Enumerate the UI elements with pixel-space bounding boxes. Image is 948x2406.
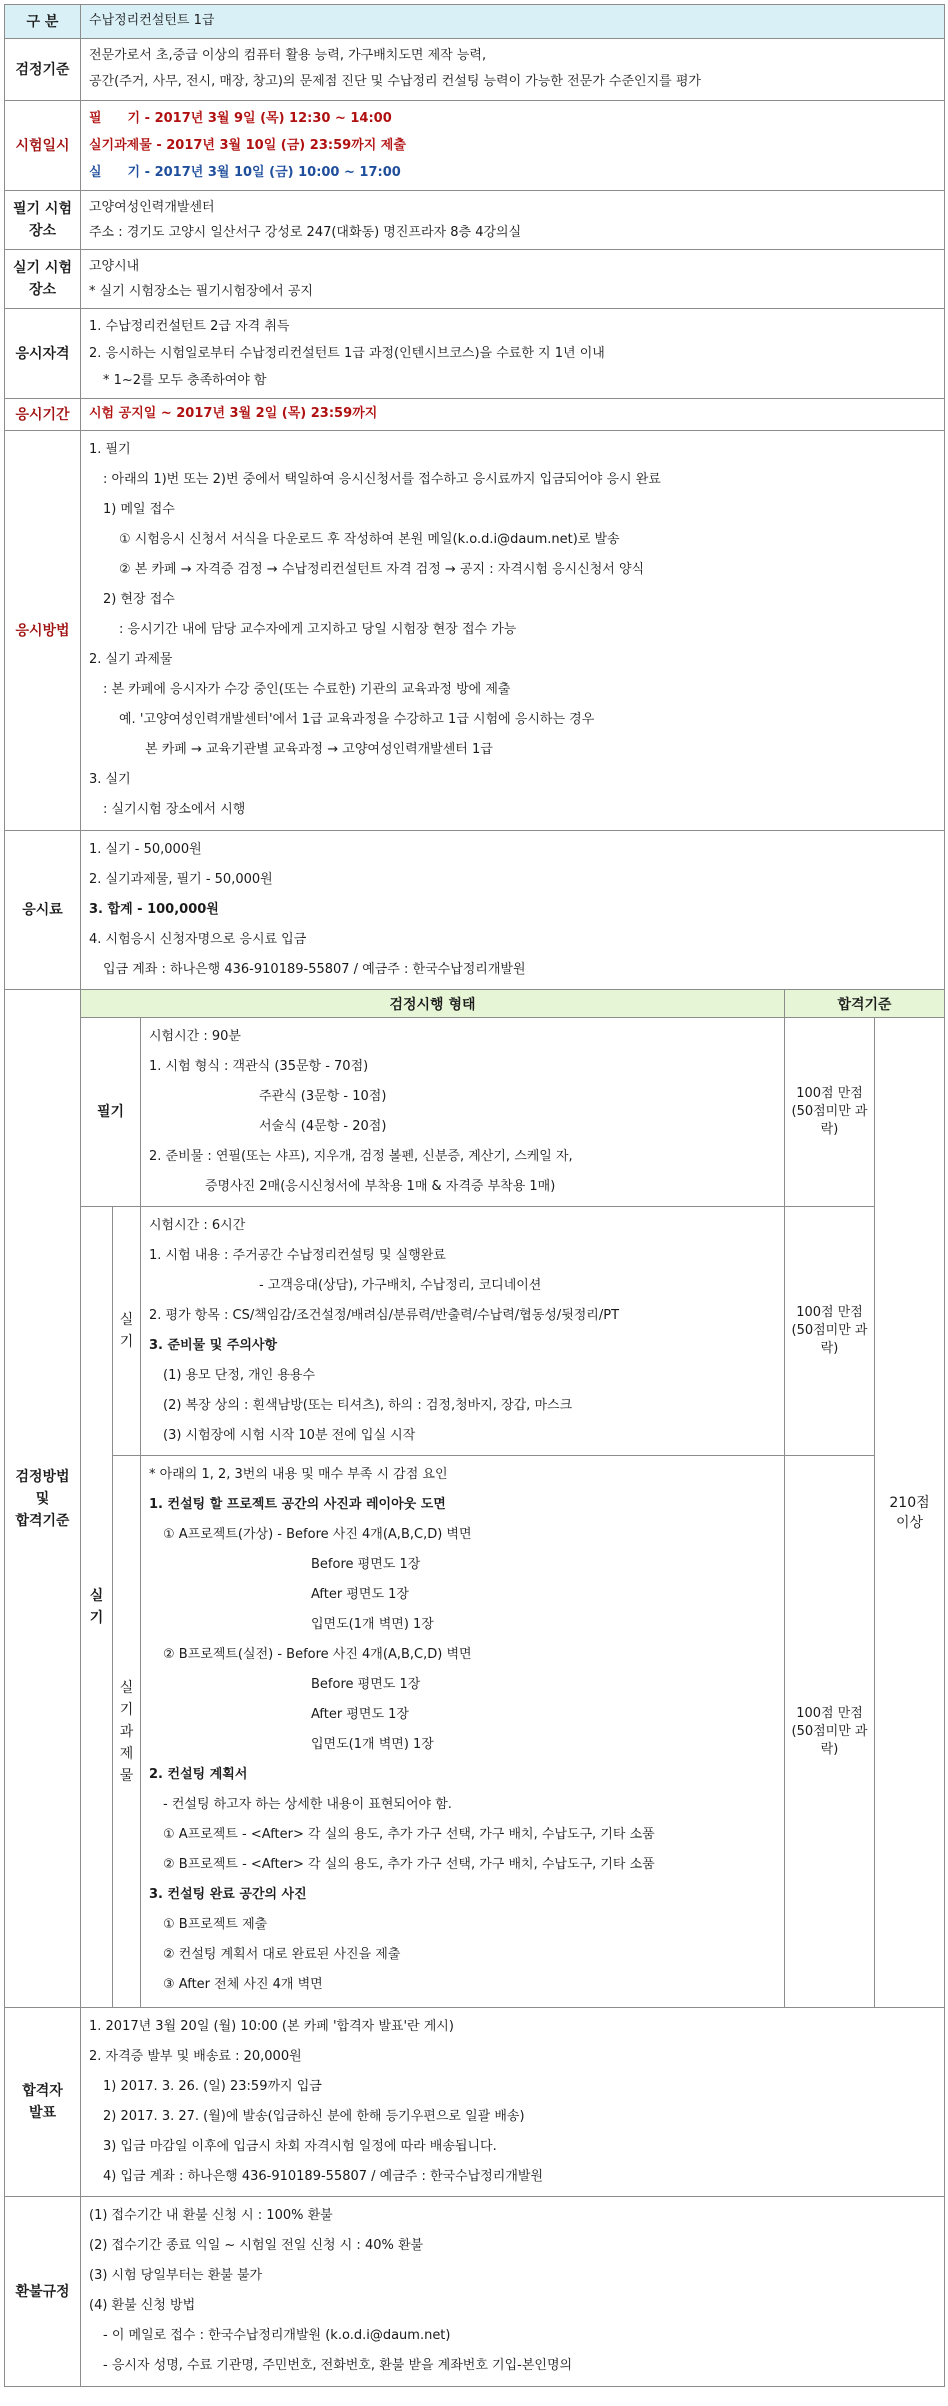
assignment-line: 입면도(1개 벽면) 1장 (311, 1737, 434, 1752)
written-line: 시험시간 : 90분 (149, 1029, 241, 1044)
assignment-line: ② B프로젝트 - <After> 각 실의 용도, 추가 가구 선택, 가구 배치, 수납도구, 기타 소품 (163, 1857, 655, 1872)
assignment-score: 100점 만점 (50점미만 과락) (785, 1456, 875, 2008)
assignment-line: ① A프로젝트 - <After> 각 실의 용도, 추가 가구 선택, 가구 배치, 수납도구, 기타 소품 (163, 1827, 655, 1842)
result-content (81, 2008, 945, 2197)
fee-line: 4. 시험응시 신청자명으로 응시료 입금 (89, 932, 307, 947)
venue-name: 고양여성인력개발센터 (89, 200, 215, 215)
written-line: 증명사진 2매(응시신청서에 부착용 1매 & 자격증 부착용 1매) (205, 1179, 556, 1194)
assignment-line: * 아래의 1, 2, 3번의 내용 및 매수 부족 시 감점 요인 (149, 1467, 448, 1482)
assignment-line: After 평면도 1장 (311, 1707, 409, 1722)
criteria-content (81, 39, 945, 101)
refund-row (5, 2197, 945, 2387)
assignment-line: After 평면도 1장 (311, 1587, 409, 1602)
method-line: 1) 메일 접수 (103, 502, 175, 517)
eligibility-note: * 1~2를 모두 충족하여야 함 (103, 373, 267, 388)
result-line: 1. 2017년 3월 20일 (월) 10:00 (본 카페 '합격자 발표'란 게시) (89, 2019, 454, 2034)
venue-address: 주소 : 경기도 고양시 일산서구 강성로 247(대화동) 명진프라자 8층 4강의실 (89, 225, 522, 240)
eligibility-item: 2. 응시하는 시험일로부터 수납정리컨설턴트 1급 과정(인텐시브코스)을 수료한 지 1년 이내 (89, 346, 605, 361)
written-venue-row (5, 191, 945, 250)
result-line: 2) 2017. 3. 27. (월)에 발송(입금하신 분에 한해 등기우편으로 일괄 배송) (103, 2109, 525, 2124)
written-venue-label: 필기 시험장소 (5, 191, 81, 250)
method-line: 2. 실기 과제물 (89, 652, 173, 667)
written-score: 100점 만점 (50점미만 과락) (785, 1018, 875, 1207)
method-line: 본 카페 → 교육기관별 교육과정 → 고양여성인력개발센터 1급 (145, 742, 493, 757)
assignment-content (141, 1456, 785, 2008)
fee-content (81, 831, 945, 990)
exam-pass-header: 합격기준 (785, 990, 945, 1018)
method-line: : 아래의 1)번 또는 2)번 중에서 택일하여 응시신청서를 접수하고 응시료까지 입금되어야 응시 완료 (103, 472, 661, 487)
exam-info-table (4, 4, 945, 2387)
exam-label: 검정방법 및 합격기준 (5, 990, 81, 2008)
total-pass: 210점 이상 (875, 1018, 945, 2008)
method-row (5, 431, 945, 831)
fee-total: 3. 합계 - 100,000원 (89, 902, 219, 917)
result-label: 합격자 발표 (5, 2008, 81, 2197)
written-venue-content (81, 191, 945, 250)
assignment-line: 1. 컨설팅 할 프로젝트 공간의 사진과 레이아웃 도면 (149, 1497, 446, 1512)
header-label: 구 분 (5, 5, 81, 39)
method-line: : 실기시험 장소에서 시행 (103, 802, 246, 817)
practical-line: - 고객응대(상담), 가구배치, 수납정리, 코디네이션 (259, 1278, 542, 1293)
assignment-line: ② B프로젝트(실전) - Before 사진 4개(A,B,C,D) 벽면 (163, 1647, 472, 1662)
assignment-line: Before 평면도 1장 (311, 1557, 421, 1572)
method-line: : 응시기간 내에 담당 교수자에게 고지하고 당일 시험장 현장 접수 가능 (119, 622, 517, 637)
assignment-line: ③ After 전체 사진 4개 벽면 (163, 1977, 323, 1992)
method-line: 3. 실기 (89, 772, 131, 787)
result-line: 3) 입금 마감일 이후에 입금시 차회 자격시험 일정에 따라 배송됩니다. (103, 2139, 497, 2154)
eligibility-row (5, 309, 945, 399)
criteria-row (5, 39, 945, 101)
practical-content (141, 1207, 785, 1456)
practical-venue-label: 실기 시험장소 (5, 250, 81, 309)
venue-name: 고양시내 (89, 259, 140, 274)
assignment-line: ① B프로젝트 제출 (163, 1917, 268, 1932)
method-line: ② 본 카페 → 자격증 검정 → 수납정리컨설턴트 자격 검정 → 공지 : 자격시험 응시신청서 양식 (119, 562, 645, 577)
result-line: 4) 입금 계좌 : 하나은행 436-910189-55807 / 예금주 : 한국수납정리개발원 (103, 2169, 544, 2184)
schedule-label: 시험일시 (5, 101, 81, 191)
schedule-practical: 실 기 - 2017년 3월 10일 (금) 10:00 ~ 17:00 (89, 165, 401, 180)
eligibility-label: 응시자격 (5, 309, 81, 399)
fee-label: 응시료 (5, 831, 81, 990)
practical-line: (2) 복장 상의 : 흰색남방(또는 티셔츠), 하의 : 검정,청바지, 장갑, 마스크 (163, 1398, 573, 1413)
method-label: 응시방법 (5, 431, 81, 831)
method-line: 1. 필기 (89, 442, 131, 457)
practical-line: 시험시간 : 6시간 (149, 1218, 246, 1233)
result-line: 1) 2017. 3. 26. (일) 23:59까지 입금 (103, 2079, 322, 2094)
schedule-content (81, 101, 945, 191)
refund-line: (3) 시험 당일부터는 환불 불가 (89, 2268, 263, 2283)
assignment-line: - 컨설팅 하고자 하는 상세한 내용이 표현되어야 함. (163, 1797, 452, 1812)
refund-line: - 이 메일로 접수 : 한국수납정리개발원 (k.o.d.i@daum.net) (103, 2328, 451, 2343)
cert-name: 수납정리컨설턴트 1급 (81, 5, 945, 39)
exam-practical-row (5, 1207, 945, 1456)
period-label: 응시기간 (5, 399, 81, 431)
criteria-label: 검정기준 (5, 39, 81, 101)
written-line: 1. 시험 형식 : 객관식 (35문항 - 70점) (149, 1059, 369, 1074)
fee-account: 입금 계좌 : 하나은행 436-910189-55807 / 예금주 : 한국수납정리개발원 (103, 962, 526, 977)
criteria-line: 전문가로서 초,중급 이상의 컴퓨터 활용 능력, 가구배치도면 제작 능력, (89, 48, 487, 63)
refund-label: 환불규정 (5, 2197, 81, 2387)
practical-line: 1. 시험 내용 : 주거공간 수납정리컨설팅 및 실행완료 (149, 1248, 446, 1263)
assignment-line: 3. 컨설팅 완료 공간의 사진 (149, 1887, 307, 1902)
assignment-line: 2. 컨설팅 계획서 (149, 1767, 248, 1782)
refund-content (81, 2197, 945, 2387)
fee-line: 2. 실기과제물, 필기 - 50,000원 (89, 872, 273, 887)
schedule-row (5, 101, 945, 191)
assignment-line: 입면도(1개 벽면) 1장 (311, 1617, 434, 1632)
assignment-line: Before 평면도 1장 (311, 1677, 421, 1692)
fee-line: 1. 실기 - 50,000원 (89, 842, 202, 857)
refund-line: (4) 환불 신청 방법 (89, 2298, 196, 2313)
schedule-assignment: 실기과제물 - 2017년 3월 10일 (금) 23:59까지 제출 (89, 138, 406, 153)
practical-score: 100점 만점 (50점미만 과락) (785, 1207, 875, 1456)
written-line: 주관식 (3문항 - 10점) (259, 1089, 387, 1104)
fee-row (5, 831, 945, 990)
exam-subheader-row (5, 990, 945, 1018)
assignment-line: ② 컨설팅 계획서 대로 완료된 사진을 제출 (163, 1947, 401, 1962)
eligibility-content (81, 309, 945, 399)
practical-group-label: 실 기 (81, 1207, 113, 2008)
assignment-label: 실 기 과 제 물 (113, 1456, 141, 2008)
period-value: 시험 공지일 ~ 2017년 3월 2일 (목) 23:59까지 (81, 399, 945, 431)
practical-line: (1) 용모 단정, 개인 용용수 (163, 1368, 316, 1383)
criteria-line: 공간(주거, 사무, 전시, 매장, 창고)의 문제점 진단 및 수납정리 컨설팅 능력이 가능한 전문가 수준인지를 평가 (89, 74, 701, 89)
written-content (141, 1018, 785, 1207)
period-row (5, 399, 945, 431)
practical-line: 2. 평가 항목 : CS/책임감/조건설정/배려심/분류력/반출력/수납력/협동성/뒷정리/PT (149, 1308, 620, 1323)
assignment-line: ① A프로젝트(가상) - Before 사진 4개(A,B,C,D) 벽면 (163, 1527, 472, 1542)
venue-note: * 실기 시험장소는 필기시험장에서 공지 (89, 284, 313, 299)
eligibility-item: 1. 수납정리컨설턴트 2급 자격 취득 (89, 319, 290, 334)
written-line: 서술식 (4문항 - 20점) (259, 1119, 387, 1134)
exam-assignment-row (5, 1456, 945, 2008)
exam-written-row (5, 1018, 945, 1207)
result-row (5, 2008, 945, 2197)
written-label: 필기 (81, 1018, 141, 1207)
method-content (81, 431, 945, 831)
practical-label: 실 기 (113, 1207, 141, 1456)
method-line: : 본 카페에 응시자가 수강 중인(또는 수료한) 기관의 교육과정 방에 제출 (103, 682, 511, 697)
method-line: 2) 현장 접수 (103, 592, 175, 607)
refund-line: (2) 접수기간 종료 익일 ~ 시험일 전일 신청 시 : 40% 환불 (89, 2238, 424, 2253)
header-row (5, 5, 945, 39)
written-line: 2. 준비물 : 연필(또는 샤프), 지우개, 검정 볼펜, 신분증, 계산기, 스케일 자, (149, 1149, 573, 1164)
method-line: 예. '고양여성인력개발센터'에서 1급 교육과정을 수강하고 1급 시험에 응시하는 경우 (119, 712, 595, 727)
practical-line: 3. 준비물 및 주의사항 (149, 1338, 278, 1353)
practical-line: (3) 시험장에 시험 시작 10분 전에 입실 시작 (163, 1428, 416, 1443)
exam-form-header: 검정시행 형태 (81, 990, 785, 1018)
practical-venue-row (5, 250, 945, 309)
method-line: ① 시험응시 신청서 서식을 다운로드 후 작성하여 본원 메일(k.o.d.i@daum.net)로 발송 (119, 532, 620, 547)
refund-line: (1) 접수기간 내 환불 신청 시 : 100% 환불 (89, 2208, 333, 2223)
refund-line: - 응시자 성명, 수료 기관명, 주민번호, 전화번호, 환불 받을 계좌번호 기입-본인명의 (103, 2358, 573, 2373)
practical-venue-content (81, 250, 945, 309)
schedule-written: 필 기 - 2017년 3월 9일 (목) 12:30 ~ 14:00 (89, 111, 392, 126)
result-line: 2. 자격증 발부 및 배송료 : 20,000원 (89, 2049, 302, 2064)
